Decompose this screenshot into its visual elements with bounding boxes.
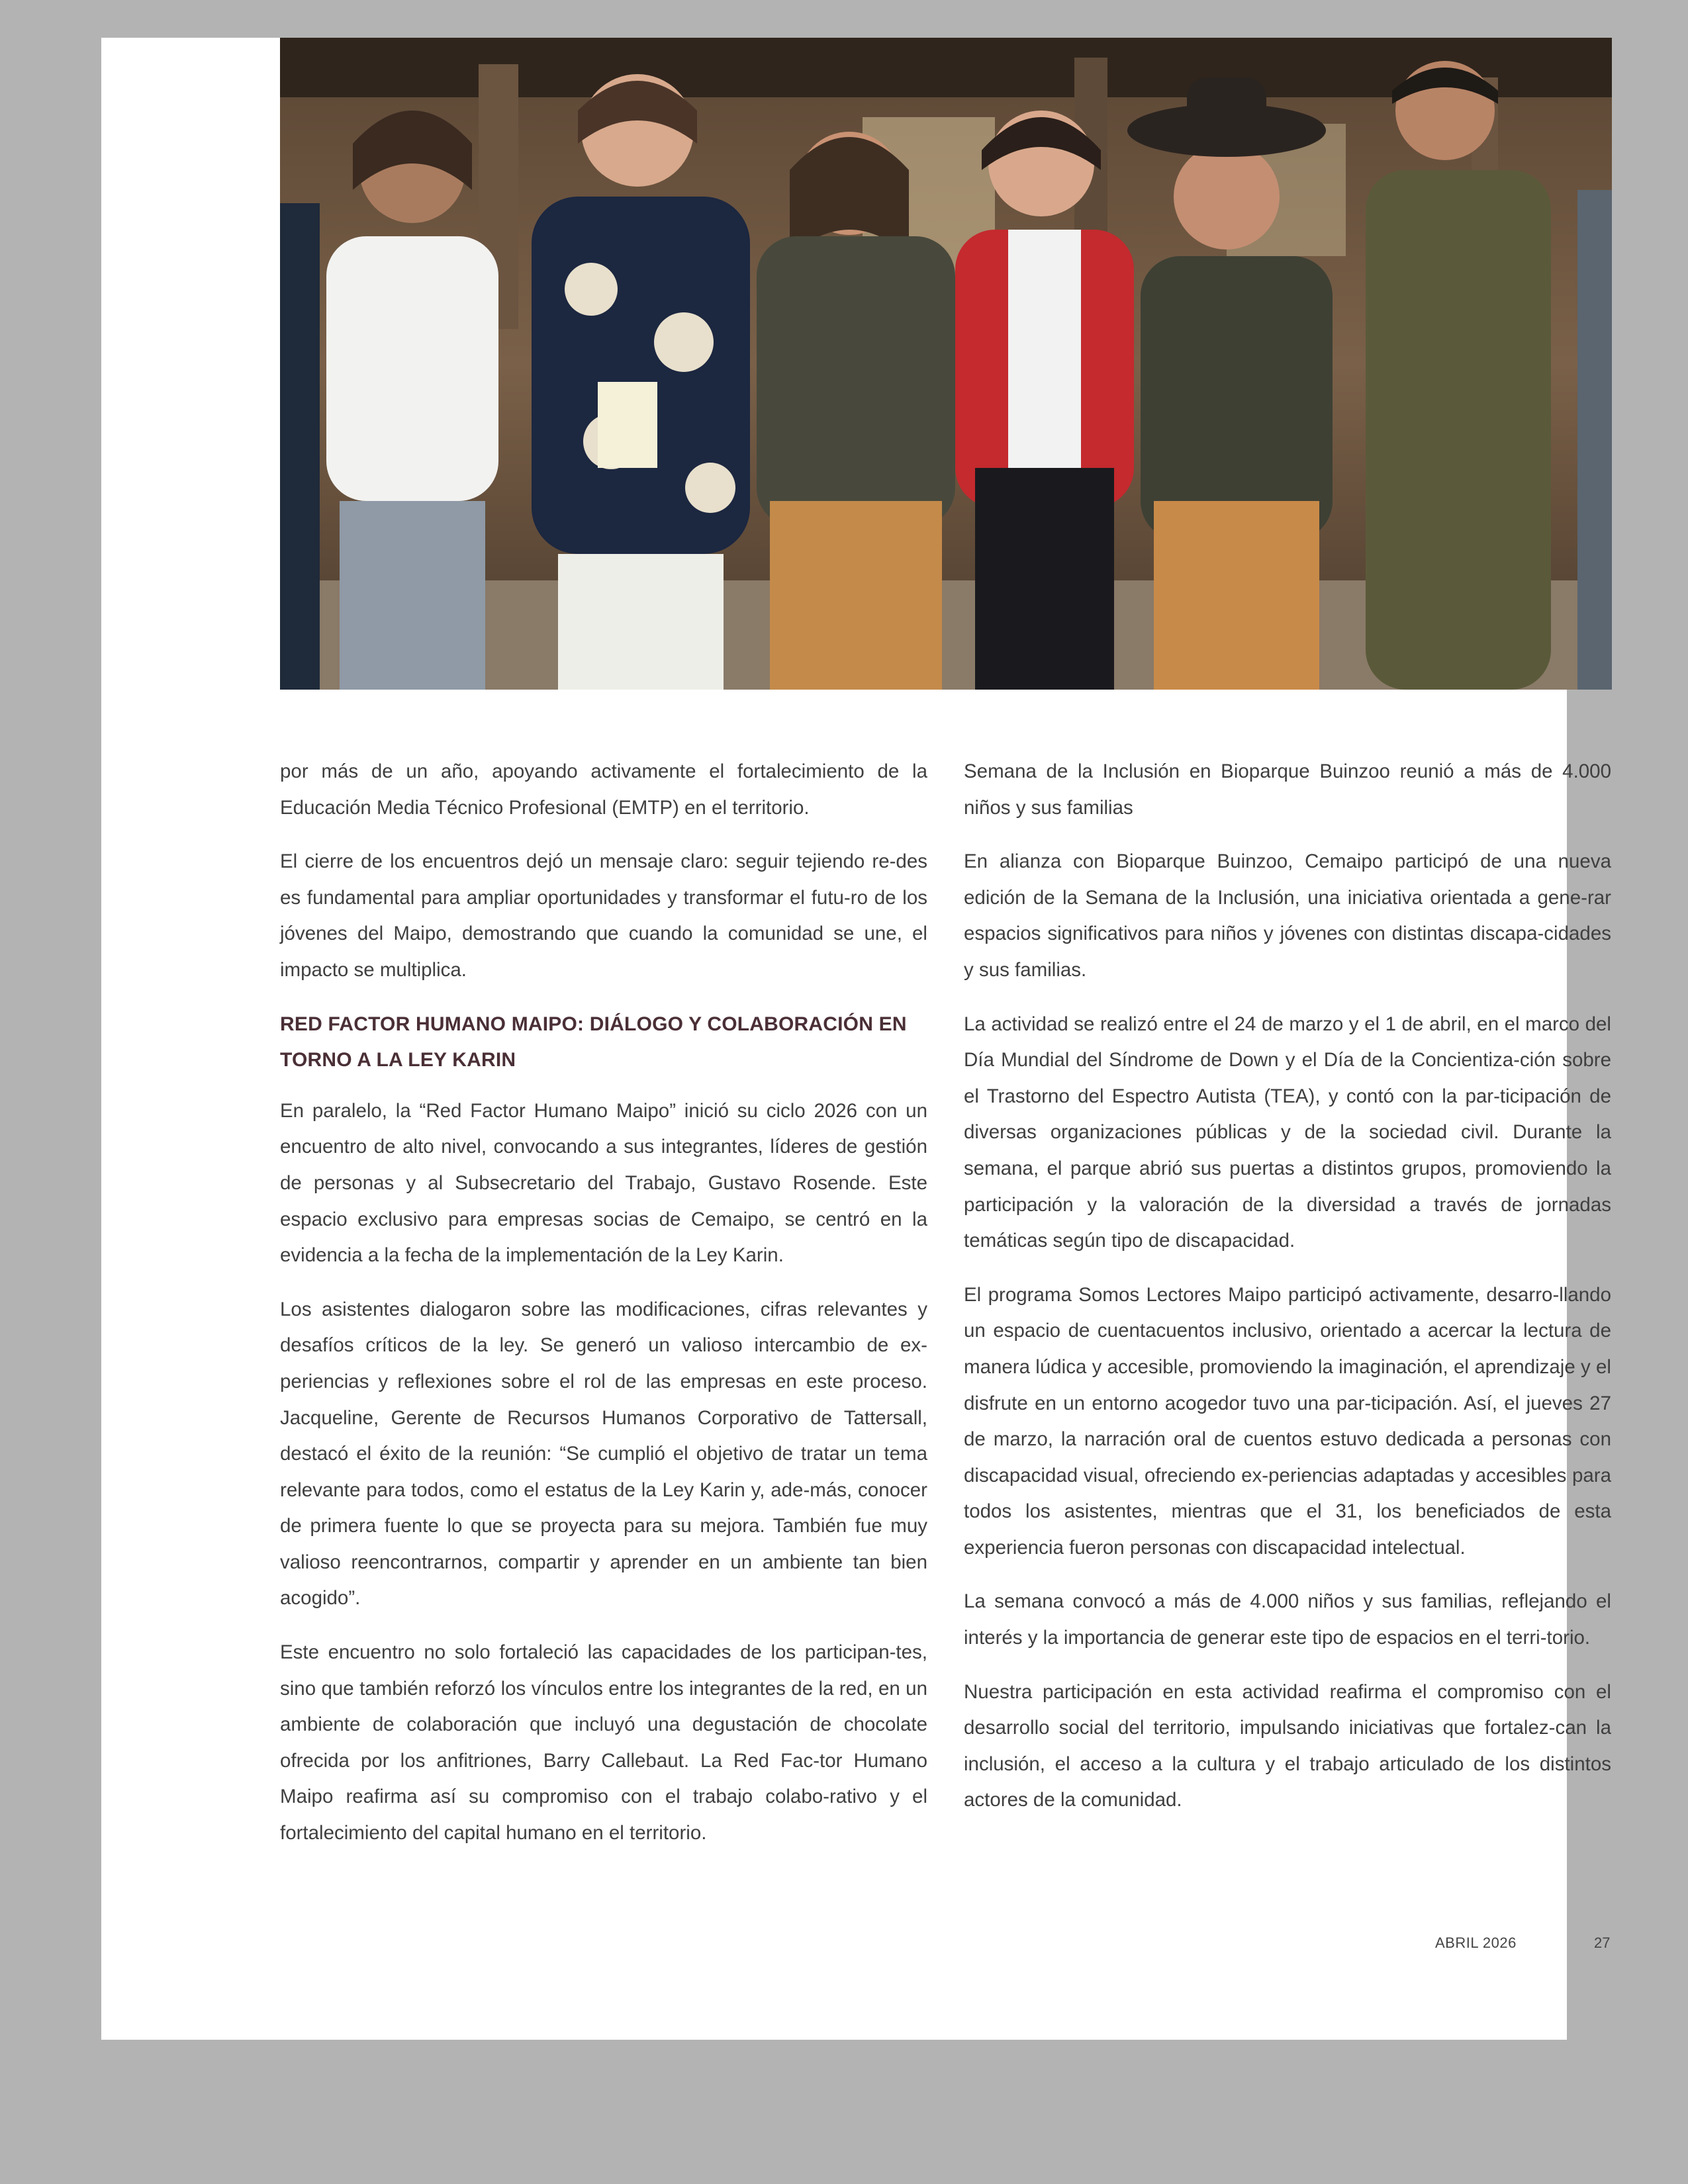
left-paragraph-2: El cierre de los encuentros dejó un mensaje claro: seguir tejiendo re-des es fundamental para ampliar oportunidades y transformar el futu-ro de los jóvenes del Maipo, demostrando que cuando la comunidad se une, el impacto se multiplica. [280,850,927,981]
right-paragraph-1: Semana de la Inclusión en Bioparque Buinzoo reunió a más de 4.000 niños y sus familias [964,760,1611,819]
left-column [280,754,927,1870]
left-paragraph-5: Este encuentro no solo fortaleció las capacidades de los participan-tes, sino que también reforzó los vínculos entre los integrantes de la red, en un ambiente de colaboración que incluyó una degustación de chocolate ofrecida por los anfitriones, Barry Callebaut. La Red Fac-tor Humano Maipo reafirma así su compromiso con el trabajo colabo-rativo y el fortalecimiento del capital humano en el territorio. [280,1641,927,1844]
footer-date: ABRIL 2026 [1435,1934,1517,1951]
left-paragraph-4: Los asistentes dialogaron sobre las modificaciones, cifras relevantes y desafíos críticos de la ley. Se generó un valioso intercambio de ex-periencias y reflexiones sobre el rol de las empresas en este proceso. Jacqueline, Gerente de Recursos Humanos Corporativo de Tattersall, destacó el éxito de la reunión: “Se cumplió el objetivo de tratar un tema relevante para todos, como el estatus de la Ley Karin y, ade-más, conocer de primera fuente lo que se proyecta para su mejora. También fue muy valioso reencontrarnos, compartir y aprender en un ambiente tan bien acogido”. [280,1298,927,1610]
page-number: 27 [1594,1934,1611,1951]
group-photo-illustration [280,38,1612,690]
right-paragraph-2: En alianza con Bioparque Buinzoo, Cemaipo participó de una nueva edición de la Semana de la Inclusión, una iniciativa orientada a gene-rar espacios significativos para niños y jóvenes con distintas discapa-cidades y sus familias. [964,850,1611,981]
group-photo [280,38,1612,690]
right-paragraph-4: El programa Somos Lectores Maipo participó activamente, desarro-llando un espacio de cuentacuentos inclusivo, orientado a acercar la lectura de manera lúdica y accesible, promoviendo la imaginación, el aprendizaje y el disfrute en un entorno acogedor tuvo una par-ticipación. Así, el jueves 27 de marzo, la narración oral de cuentos estuvo dedicada a personas con discapacidad visual, ofreciendo ex-periencias adaptadas y accesibles para todos los asistentes, mientras que el 31, los beneficiados de esta experiencia fueron personas con discapacidad intelectual. [964,1283,1611,1559]
right-paragraph-5: La semana convocó a más de 4.000 niños y sus familias, reflejando el interés y la importancia de generar este tipo de espacios en el terri-torio. [964,1590,1611,1649]
right-paragraph-3: La actividad se realizó entre el 24 de marzo y el 1 de abril, en el marco del Día Mundial del Síndrome de Down y el Día de la Concientiza-ción sobre el Trastorno del Espectro Autista (TEA), y contó con la par-ticipación de diversas organizaciones públicas y de la sociedad civil. Durante la semana, el parque abrió sus puertas a distintos grupos, promoviendo la participación y la valoración de la diversidad a través de jornadas temáticas según tipo de discapacidad. [964,1013,1611,1252]
right-column [964,754,1611,1837]
section-heading: RED FACTOR HUMANO MAIPO: DIÁLOGO Y COLABORACIÓN EN TORNO A LA LEY KARIN [280,1013,907,1071]
right-paragraph-6: Nuestra participación en esta actividad reafirma el compromiso con el desarrollo social del territorio, impulsando iniciativas que fortalez-can la inclusión, el acceso a la cultura y el trabajo articulado de los distintos actores de la comunidad. [964,1680,1611,1811]
left-paragraph-1: por más de un año, apoyando activamente el fortalecimiento de la Educación Media Técnico Profesional (EMTP) en el territorio. [280,760,927,819]
left-paragraph-3: En paralelo, la “Red Factor Humano Maipo” inició su ciclo 2026 con un encuentro de alto nivel, convocando a sus integrantes, líderes de gestión de personas y al Subsecretario del Trabajo, Gustavo Rosende. Este espacio exclusivo para empresas socias de Cemaipo, se centró en la evidencia a la fecha de la implementación de la Ley Karin. [280,1099,927,1267]
magazine-page [101,38,1611,2040]
